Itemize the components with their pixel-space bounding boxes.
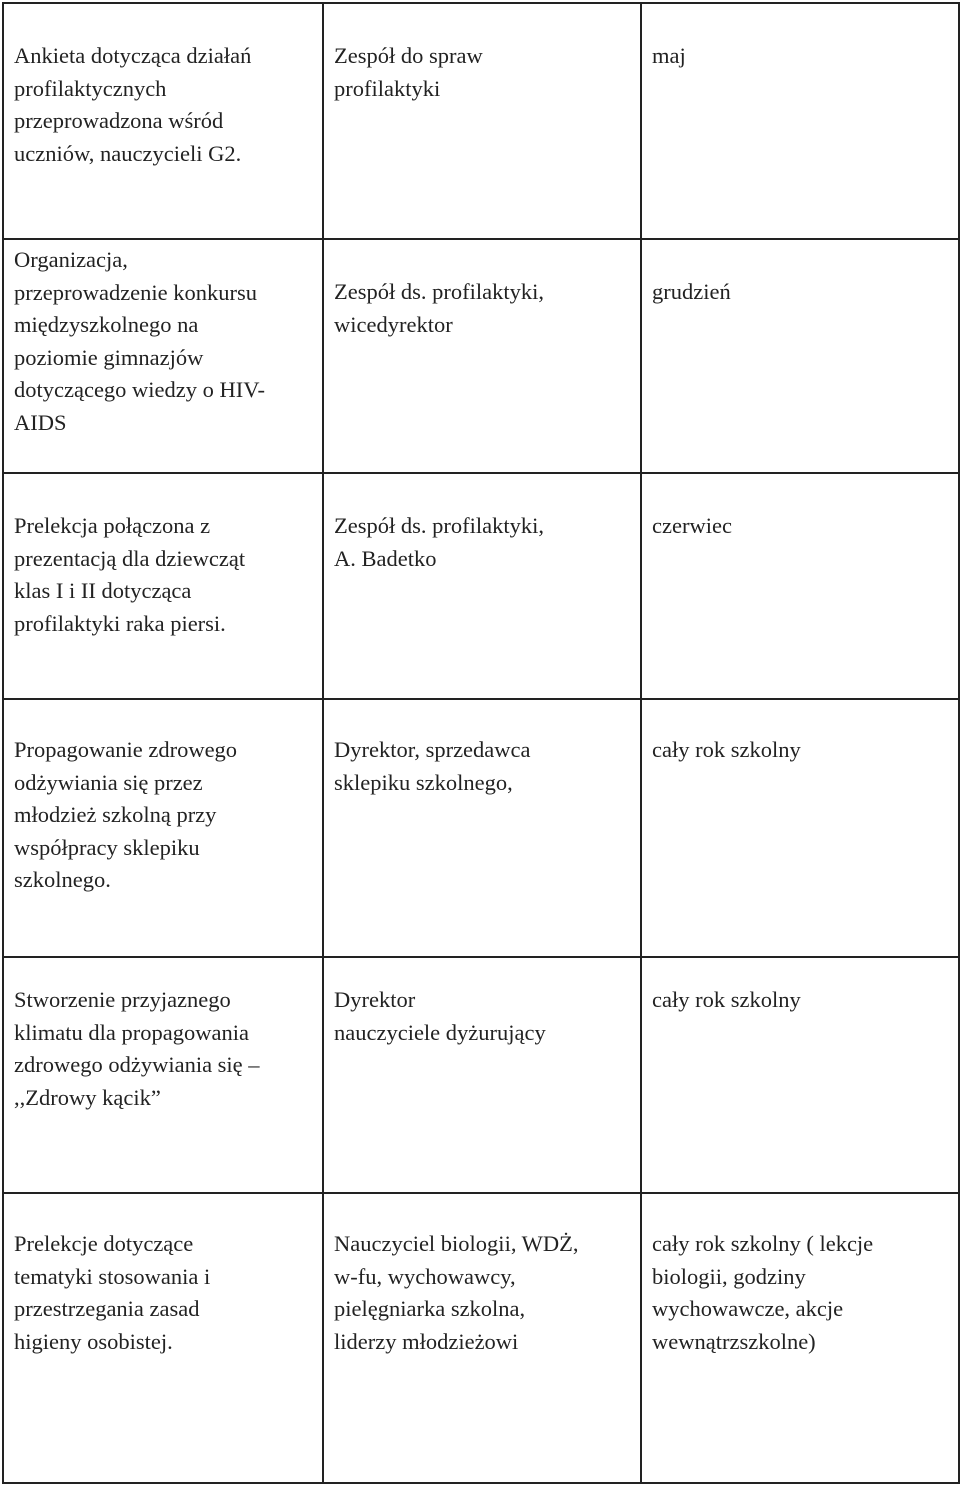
responsible-cell — [323, 699, 641, 957]
table-row — [3, 3, 959, 239]
table-row — [3, 699, 959, 957]
deadline-text: cały rok szkolny — [652, 737, 801, 762]
task-text: Prelekcje dotyczące tematyki stosowania i przestrzegania zasad higieny osobistej. — [14, 1231, 211, 1354]
deadline-cell — [641, 3, 959, 239]
responsible-cell — [323, 3, 641, 239]
task-cell — [3, 957, 323, 1193]
task-text: Prelekcja połączona z prezentacją dla dziewcząt klas I i II dotycząca profilaktyki raka piersi. — [14, 513, 246, 636]
deadline-text: cały rok szkolny — [652, 987, 801, 1012]
task-cell — [3, 239, 323, 473]
activities-table — [2, 2, 960, 1484]
deadline-cell — [641, 957, 959, 1193]
deadline-text: maj — [652, 43, 686, 68]
table-row — [3, 239, 959, 473]
responsible-text: Dyrektor, sprzedawca sklepiku szkolnego, — [334, 737, 531, 795]
task-text: Organizacja, przeprowadzenie konkursu międzyszkolnego na poziomie gimnazjów dotyczącego wiedzy o HIV- AIDS — [14, 247, 265, 435]
responsible-text: Zespół ds. profilaktyki, wicedyrektor — [334, 279, 544, 337]
deadline-text: cały rok szkolny ( lekcje biologii, godziny wychowawcze, akcje wewnątrzszkolne) — [652, 1231, 874, 1354]
responsible-text: Zespół do spraw profilaktyki — [334, 43, 483, 101]
responsible-text: Nauczyciel biologii, WDŻ, w-fu, wychowawcy, pielęgniarka szkolna, liderzy młodzieżowi — [334, 1231, 579, 1354]
responsible-cell — [323, 473, 641, 699]
responsible-cell — [323, 957, 641, 1193]
task-cell — [3, 473, 323, 699]
deadline-cell — [641, 1193, 959, 1483]
deadline-text: czerwiec — [652, 513, 732, 538]
deadline-cell — [641, 239, 959, 473]
task-text: Propagowanie zdrowego odżywiania się przez młodzież szkolną przy współpracy sklepiku szkolnego. — [14, 737, 238, 892]
task-cell — [3, 699, 323, 957]
responsible-cell — [323, 1193, 641, 1483]
task-cell — [3, 1193, 323, 1483]
deadline-cell — [641, 699, 959, 957]
table-row — [3, 1193, 959, 1483]
task-text: Ankieta dotycząca działań profilaktycznych przeprowadzona wśród uczniów, nauczycieli G2. — [14, 43, 252, 166]
task-text: Stworzenie przyjaznego klimatu dla propagowania zdrowego odżywiania się – ,,Zdrowy kącik” — [14, 987, 260, 1110]
responsible-text: Dyrektor nauczyciele dyżurujący — [334, 987, 546, 1045]
table-row — [3, 957, 959, 1193]
responsible-cell — [323, 239, 641, 473]
deadline-text: grudzień — [652, 279, 731, 304]
task-cell — [3, 3, 323, 239]
table-row — [3, 473, 959, 699]
responsible-text: Zespół ds. profilaktyki, A. Badetko — [334, 513, 544, 571]
deadline-cell — [641, 473, 959, 699]
